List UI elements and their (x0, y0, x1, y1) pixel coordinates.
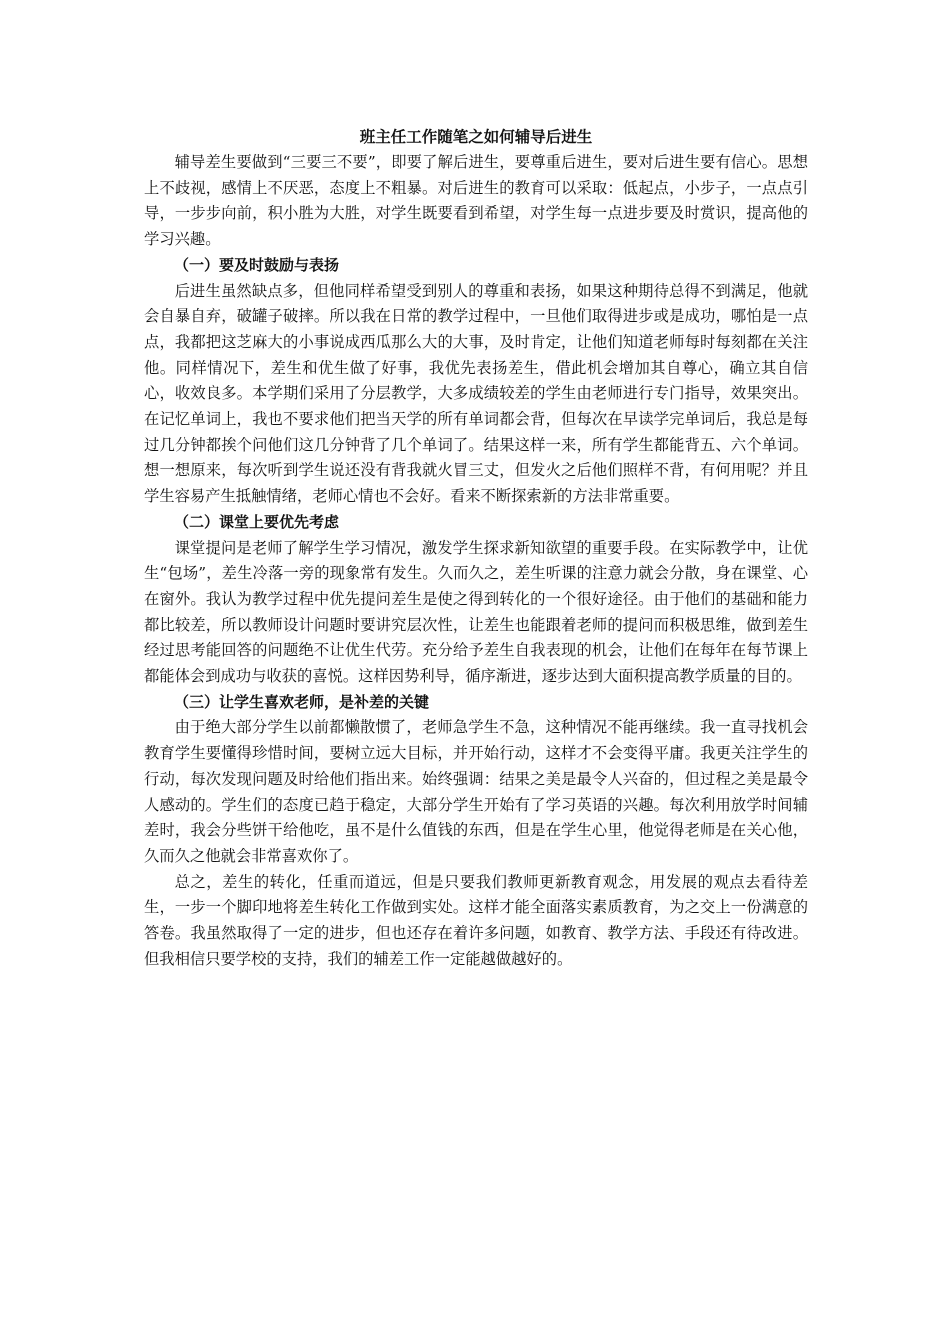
section-3-heading: （三）让学生喜欢老师，是补差的关键 (174, 692, 430, 711)
section-2-body: 课堂提问是老师了解学生学习情况，激发学生探求新知欲望的重要手段。在实际教学中，让优生“包场”，差生冷落一旁的现象常有发生。久而久之，差生听课的注意力就会分散，身在课堂、心在窗外。我认为教学过程中优先提问差生是使之得到转化的一个很好途径。由于他们的基础和能力都比较差，所以教师设计问题时要讲究层次性，让差生也能跟着老师的提问而积极思维，做到差生经过思考能回答的问题绝不让优生代劳。充分给予差生自我表现的机会，让他们在每年在每节课上都能体会到成功与收获的喜悦。这样因势利导，循序渐进，逐步达到大面积提高教学质量的目的。 (144, 538, 808, 686)
conclusion-paragraph: 总之，差生的转化，任重而道远，但是只要我们教师更新教育观念，用发展的观点去看待差生，一步一个脚印地将差生转化工作做到实处。这样才能全面落实素质教育，为之交上一份满意的答卷。我虽然取得了一定的进步，但也还存在着许多问题，如教育、教学方法、手段还有待改进。但我相信只要学校的支持，我们的辅差工作一定能越做越好的。 (144, 872, 808, 968)
document-page (144, 124, 808, 973)
section-3-body: 由于绝大部分学生以前都懒散惯了，老师急学生不急，这种情况不能再继续。我一直寻找机会教育学生要懂得珍惜时间，要树立远大目标，并开始行动，这样才不会变得平庸。我更关注学生的行动，每次发现问题及时给他们指出来。始终强调：结果之美是最令人兴奋的，但过程之美是最令人感动的。学生们的态度已趋于稳定，大部分学生开始有了学习英语的兴趣。每次利用放学时间辅差时，我会分些饼干给他吃，虽不是什么值钱的东西，但是在学生心里，他觉得老师是在关心他，久而久之他就会非常喜欢你了。 (144, 718, 808, 865)
intro-paragraph: 辅导差生要做到“三要三不要”，即要了解后进生，要尊重后进生，要对后进生要有信心。思想上不歧视，感情上不厌恶，态度上不粗暴。对后进生的教育可以采取：低起点，小步子，一点点引导，一步步向前，积小胜为大胜，对学生既要看到希望，对学生每一点进步要及时赏识，提高他的学习兴趣。 (144, 153, 808, 249)
section-1-heading: （一）要及时鼓励与表扬 (174, 255, 340, 274)
section-2-heading: （二）课堂上要优先考虑 (174, 512, 340, 531)
document-title: 班主任工作随笔之如何辅导后进生 (359, 128, 593, 146)
section-1-body: 后进生虽然缺点多，但他同样希望受到别人的尊重和表扬，如果这种期待总得不到满足，他就会自暴自弃，破罐子破摔。所以我在日常的教学过程中，一旦他们取得进步或是成功，哪怕是一点点，我都把这芝麻大的小事说成西瓜那么大的大事，及时肯定，让他们知道老师每时每刻都在关注他。同样情况下，差生和优生做了好事，我优先表扬差生，借此机会增加其自尊心，确立其自信心，收效良多。本学期们采用了分层教学，大多成绩较差的学生由老师进行专门指导，效果突出。在记忆单词上，我也不要求他们把当天学的所有单词都会背，但每次在早读学完单词后，我总是每过几分钟都挨个问他们这几分钟背了几个单词了。结果这样一来，所有学生都能背五、六个单词。想一想原来，每次听到学生说还没有背我就火冒三丈，但发火之后他们照样不背，有何用呢？并且学生容易产生抵触情绪，老师心情也不会好。看来不断探索新的方法非常重要。 (144, 281, 808, 506)
